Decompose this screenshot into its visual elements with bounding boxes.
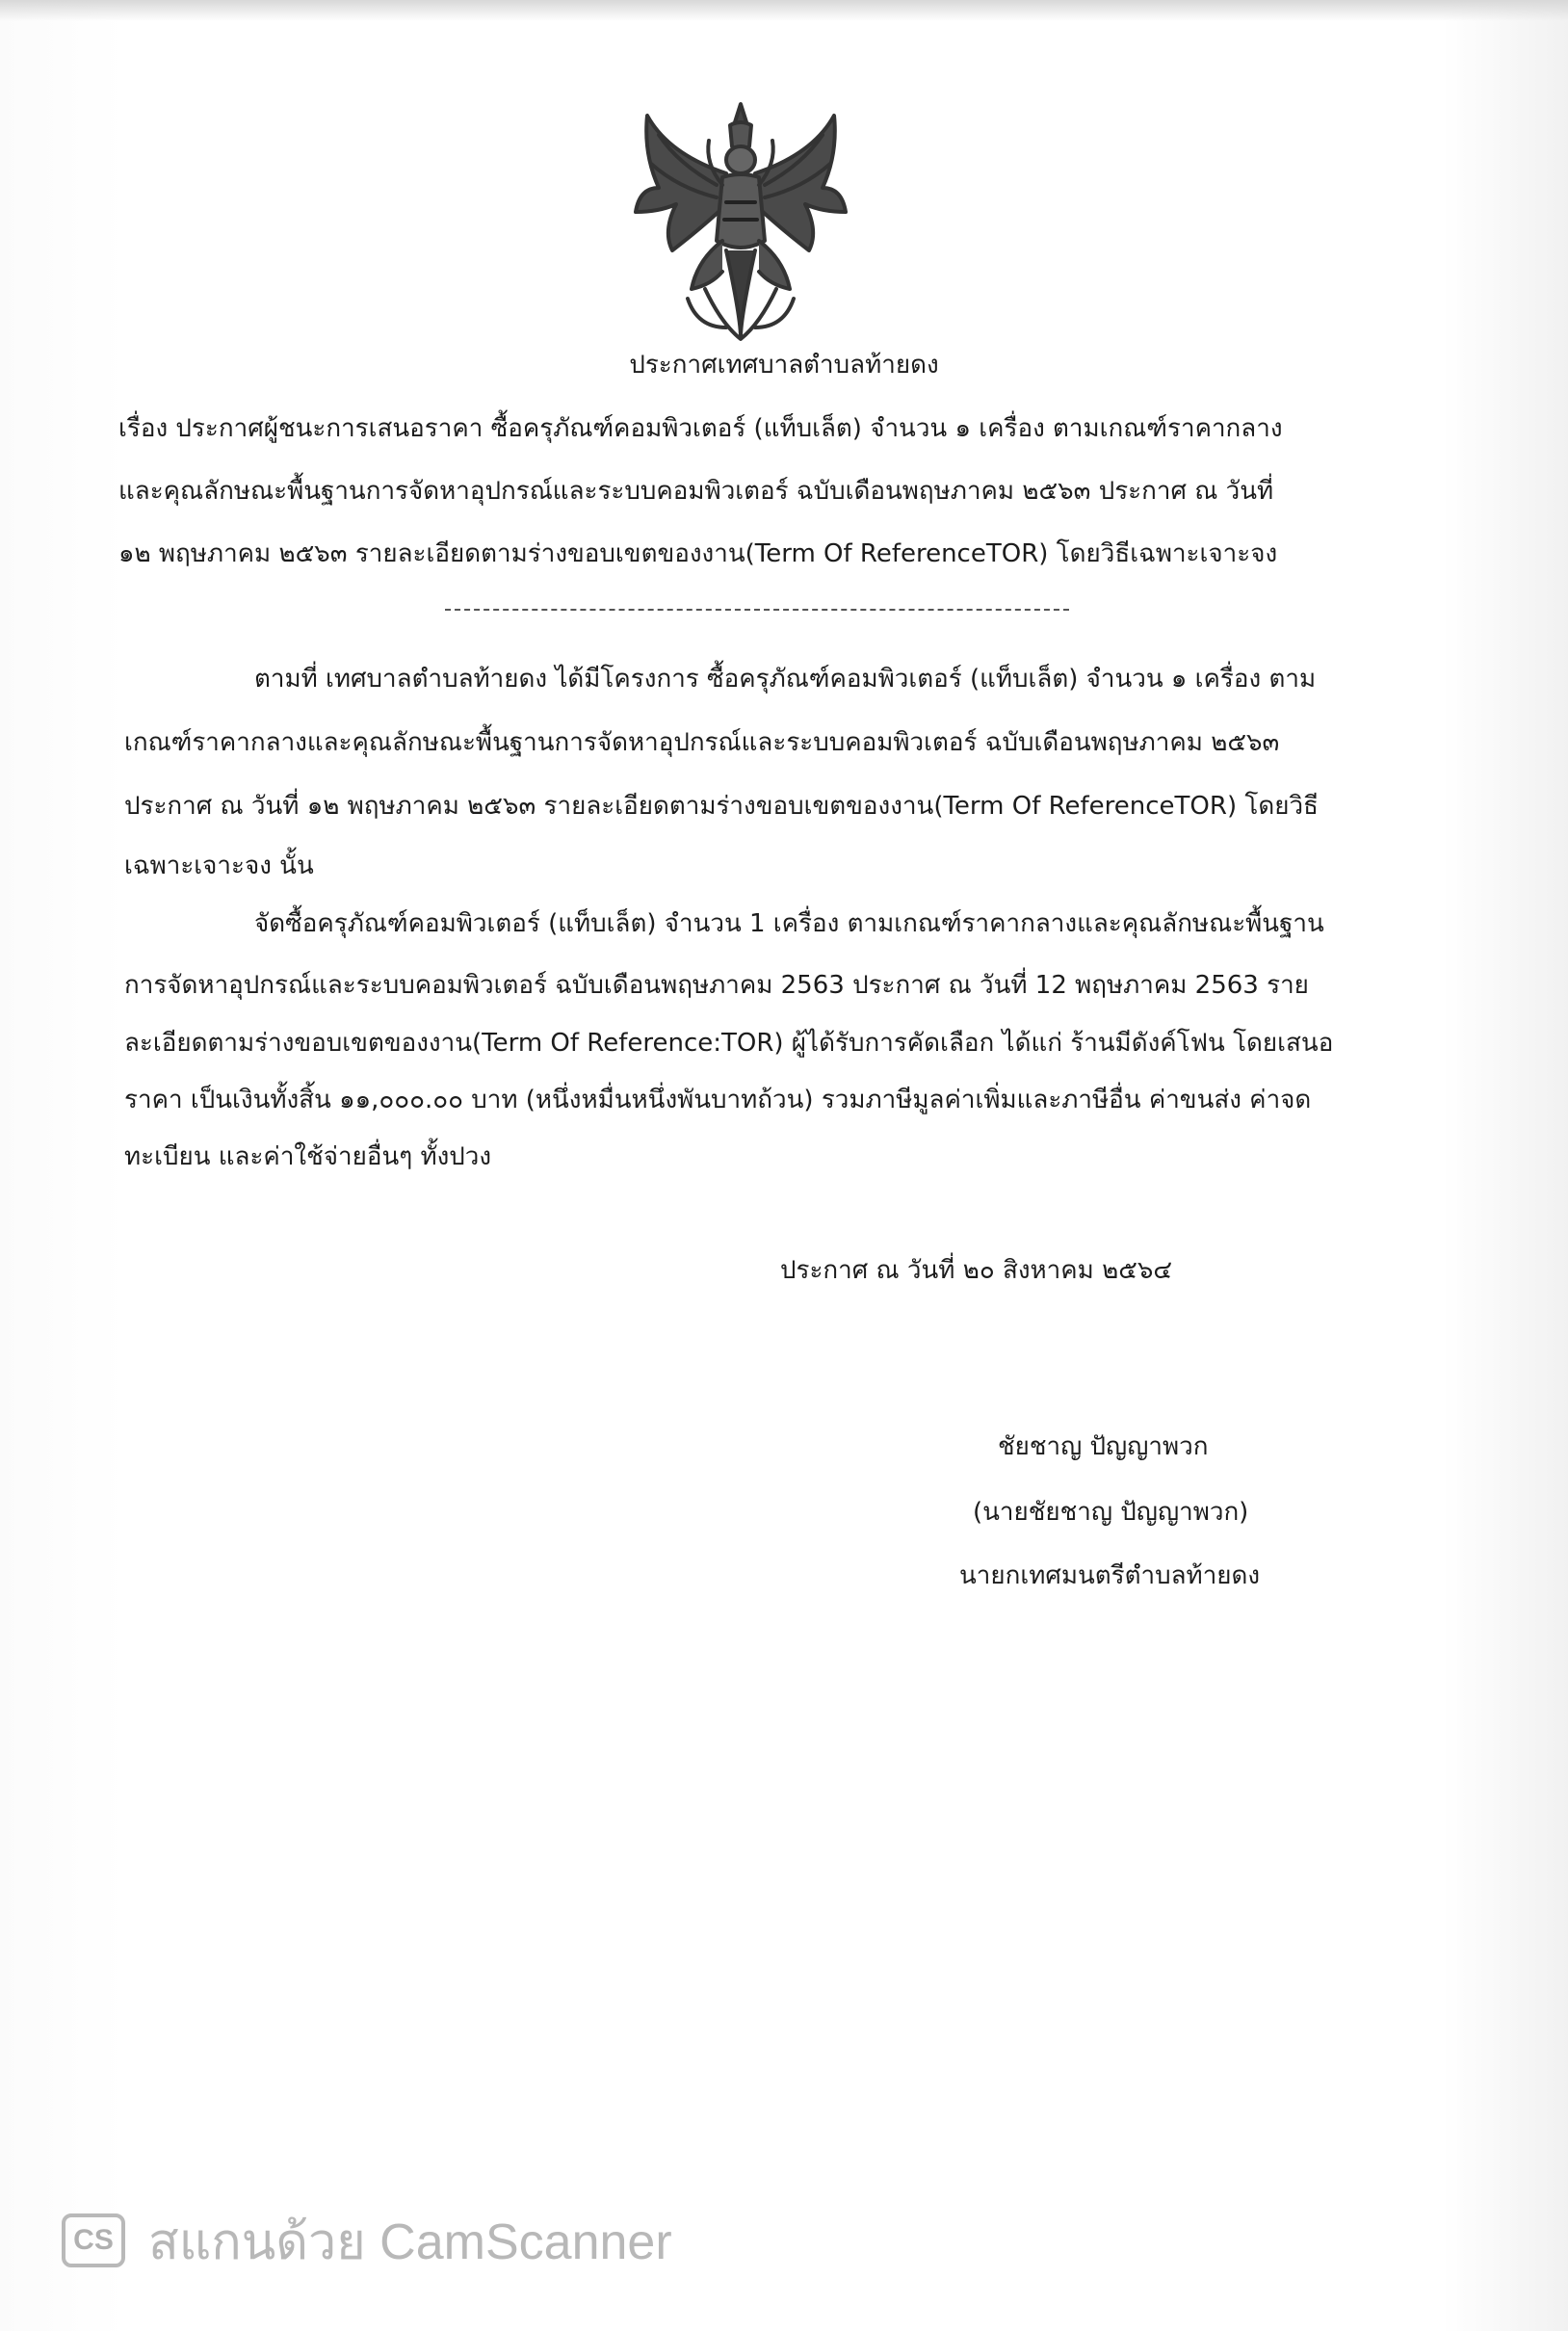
subject-line-2: และคุณลักษณะพื้นฐานการจัดหาอุปกรณ์และระบบคอมพิวเตอร์ ฉบับเดือนพฤษภาคม ๒๕๖๓ ประกาศ ณ วันที่ bbox=[118, 477, 1274, 506]
camscanner-text: สแกนด้วย CamScanner bbox=[148, 2213, 672, 2270]
scan-top-shadow bbox=[0, 0, 1568, 21]
camscanner-logo-icon: CS bbox=[62, 2213, 125, 2267]
subject-line-3: ๑๒ พฤษภาคม ๒๕๖๓ รายละเอียดตามร่างขอบเขตของงาน(Term Of ReferenceTOR) โดยวิธีเฉพาะเจาะจง bbox=[118, 539, 1278, 568]
signatory-full-name: (นายชัยชาญ ปัญญาพวก) bbox=[973, 1498, 1249, 1527]
garuda-emblem-icon bbox=[630, 96, 851, 347]
body-p2-line-1: จัดซื้อครุภัณฑ์คอมพิวเตอร์ (แท็บเล็ต) จำนวน 1 เครื่อง ตามเกณฑ์ราคากลางและคุณลักษณะพื้นฐาน bbox=[254, 909, 1324, 938]
signatory-position: นายกเทศมนตรีตำบลท้ายดง bbox=[959, 1561, 1261, 1590]
dashed-divider bbox=[445, 609, 1069, 611]
body-p1-line-1: ตามที่ เทศบาลตำบลท้ายดง ได้มีโครงการ ซื้อครุภัณฑ์คอมพิวเตอร์ (แท็บเล็ต) จำนวน ๑ เครื่อง ตาม bbox=[254, 665, 1317, 694]
body-p2-line-5: ทะเบียน และค่าใช้จ่ายอื่นๆ ทั้งปวง bbox=[124, 1142, 492, 1171]
camscanner-watermark bbox=[62, 2212, 672, 2269]
body-p1-line-2: เกณฑ์ราคากลางและคุณลักษณะพื้นฐานการจัดหาอุปกรณ์และระบบคอมพิวเตอร์ ฉบับเดือนพฤษภาคม ๒๕๖๓ bbox=[124, 728, 1280, 757]
body-p2-line-4: ราคา เป็นเงินทั้งสิ้น ๑๑,๐๐๐.๐๐ บาท (หนึ่งหมื่นหนึ่งพันบาทถ้วน) รวมภาษีมูลค่าเพิ่มและภาษีอื่น ค่าขนส่ง ค่าจด bbox=[124, 1086, 1312, 1114]
announce-date: ประกาศ ณ วันที่ ๒๐ สิงหาคม ๒๕๖๔ bbox=[780, 1256, 1173, 1285]
subject-line-1: เรื่อง ประกาศผู้ชนะการเสนอราคา ซื้อครุภัณฑ์คอมพิวเตอร์ (แท็บเล็ต) จำนวน ๑ เครื่อง ตามเกณฑ์ราคากลาง bbox=[118, 414, 1283, 443]
signature-name: ชัยชาญ ปัญญาพวก bbox=[998, 1432, 1209, 1461]
agency-title: ประกาศเทศบาลตำบลท้ายดง bbox=[629, 351, 939, 380]
body-p1-line-3: ประกาศ ณ วันที่ ๑๒ พฤษภาคม ๒๕๖๓ รายละเอียดตามร่างขอบเขตของงาน(Term Of ReferenceTOR) โดยวิธี bbox=[124, 792, 1319, 821]
body-p2-line-2: การจัดหาอุปกรณ์และระบบคอมพิวเตอร์ ฉบับเดือนพฤษภาคม 2563 ประกาศ ณ วันที่ 12 พฤษภาคม 2563 ราย bbox=[124, 971, 1309, 1000]
body-p2-line-3: ละเอียดตามร่างขอบเขตของงาน(Term Of Reference:TOR) ผู้ได้รับการคัดเลือก ได้แก่ ร้านมีดังค์โฟน โดยเสนอ bbox=[124, 1029, 1334, 1058]
body-p1-line-4: เฉพาะเจาะจง นั้น bbox=[124, 851, 314, 880]
